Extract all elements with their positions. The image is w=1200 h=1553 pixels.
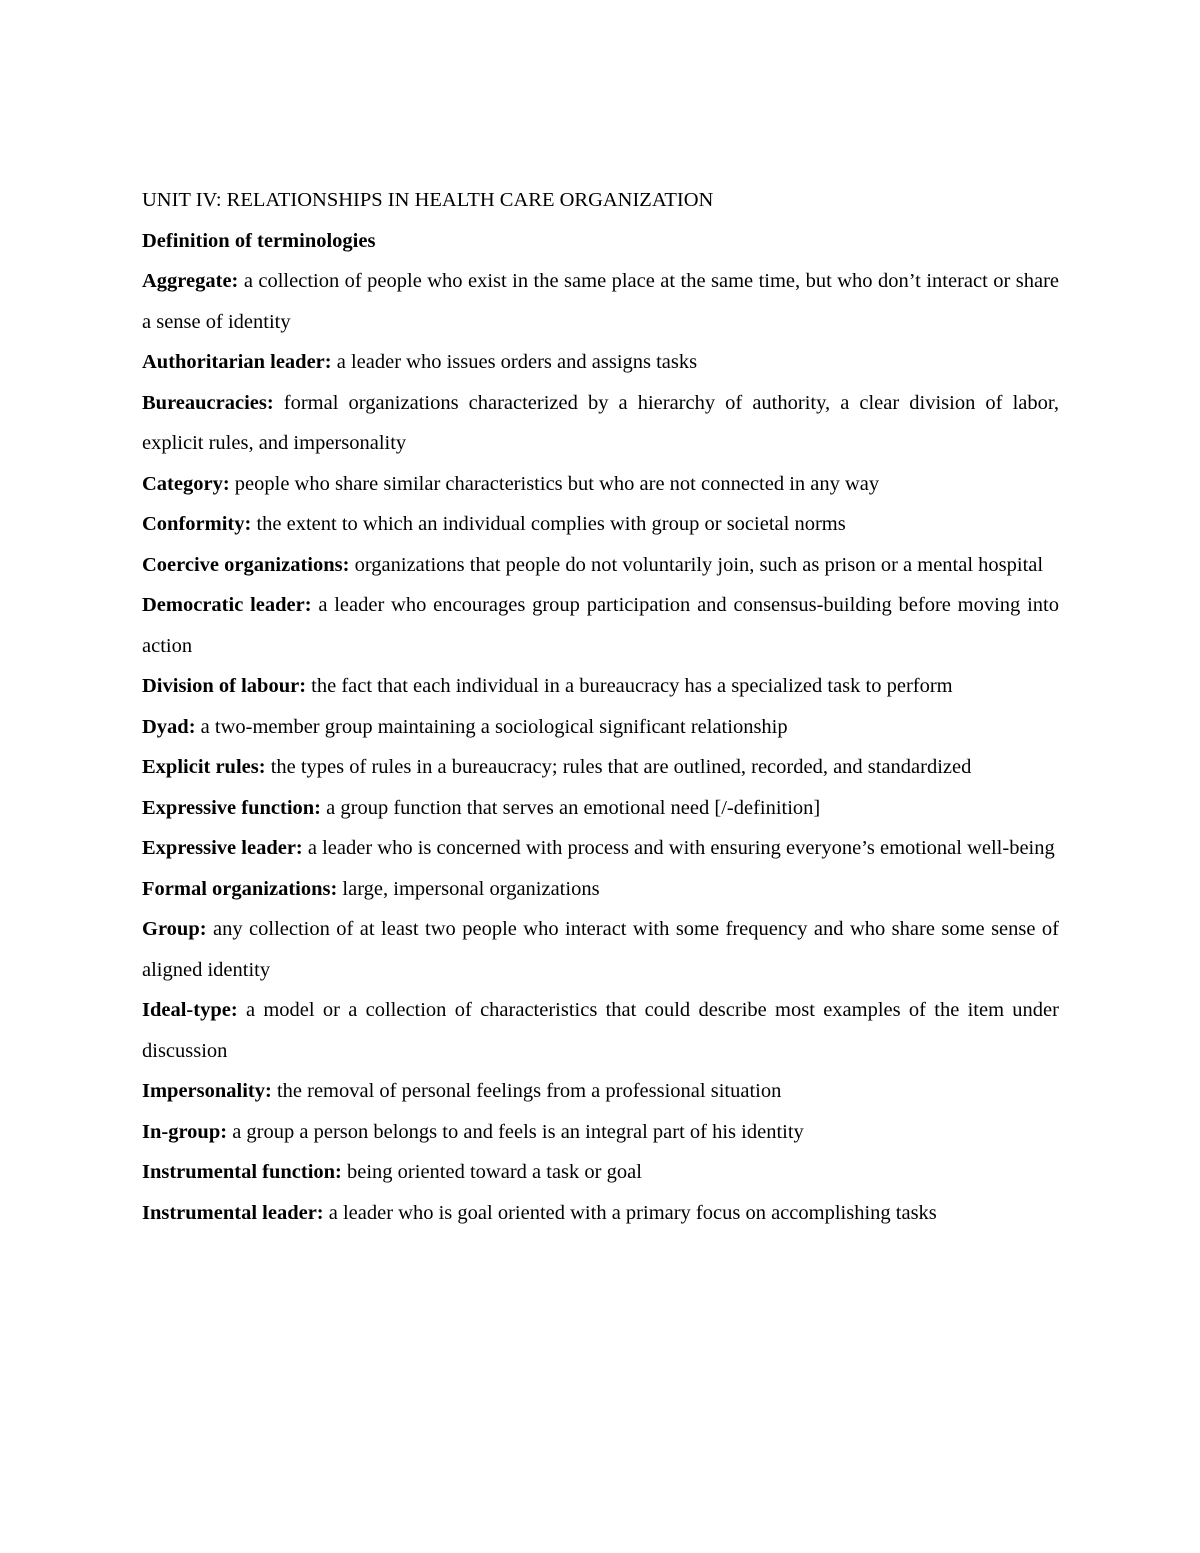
definition-term: Aggregate: (142, 270, 239, 292)
definition-entry (142, 747, 1059, 788)
definition-text: the fact that each individual in a bureaucracy has a specialized task to perform (306, 675, 953, 697)
definition-entry (142, 788, 1059, 829)
definition-term: Bureaucracies: (142, 391, 274, 414)
definition-term: Impersonality: (142, 1080, 272, 1102)
definition-text: organizations that people do not voluntarily join, such as prison or a mental hospital (349, 553, 1044, 576)
definition-text: formal organizations characterized by a hierarchy of authority, a clear division of labor, explicit rules, and impersonality (142, 391, 1059, 454)
definition-term: Expressive function: (142, 796, 322, 819)
definition-text: a model or a collection of characteristics that could describe most examples of the item under discussion (142, 999, 1059, 1062)
definition-text: large, impersonal organizations (337, 877, 600, 900)
definition-term: Instrumental function: (142, 1161, 342, 1183)
definition-text: a leader who encourages group participation and consensus-building before moving into action (142, 594, 1059, 657)
definition-term: Instrumental leader: (142, 1201, 324, 1224)
definition-text: the types of rules in a bureaucracy; rules that are outlined, recorded, and standardized (265, 756, 972, 778)
definition-text: a group function that serves an emotional need [/-definition] (321, 796, 821, 819)
definition-entry (142, 990, 1059, 1071)
definition-text: people who share similar characteristics but who are not connected in any way (229, 472, 880, 495)
definitions-list (142, 261, 1059, 1233)
definition-text: a leader who is concerned with process and with ensuring everyone’s emotional well-being (302, 837, 1055, 859)
definition-entry (142, 383, 1059, 464)
definition-text: a group a person belongs to and feels is an integral part of his identity (227, 1120, 804, 1143)
definition-entry (142, 828, 1059, 869)
definition-text: a leader who is goal oriented with a primary focus on accomplishing tasks (323, 1201, 937, 1224)
definition-entry (142, 707, 1059, 748)
definition-text: a collection of people who exist in the same place at the same time, but who don’t interact or share a sense of identity (142, 270, 1059, 333)
definition-term: Expressive leader: (142, 837, 303, 859)
definition-entry (142, 504, 1059, 545)
definition-entry (142, 464, 1059, 505)
definition-term: Dyad: (142, 715, 196, 738)
definition-text: a two-member group maintaining a sociological significant relationship (195, 715, 788, 738)
definition-term: Democratic leader: (142, 594, 312, 616)
definition-term: Explicit rules: (142, 756, 266, 778)
definition-text: the extent to which an individual complies with group or societal norms (251, 513, 846, 535)
definition-term: Coercive organizations: (142, 553, 350, 576)
definition-text: being oriented toward a task or goal (341, 1161, 642, 1183)
definition-entry (142, 1112, 1059, 1153)
definition-term: Conformity: (142, 513, 252, 535)
unit-title: UNIT IV: RELATIONSHIPS IN HEALTH CARE ORGANIZATION (142, 189, 714, 211)
definition-text: the removal of personal feelings from a professional situation (271, 1080, 782, 1102)
definition-entry (142, 261, 1059, 342)
definition-text: any collection of at least two people who interact with some frequency and who share some sense of aligned identity (142, 918, 1059, 981)
definition-entry (142, 342, 1059, 383)
definition-entry (142, 545, 1059, 586)
definition-term: Ideal-type: (142, 999, 238, 1021)
definition-entry (142, 585, 1059, 666)
definition-term: Formal organizations: (142, 877, 338, 900)
definition-entry (142, 869, 1059, 910)
definition-entry (142, 909, 1059, 990)
document-content (142, 180, 1059, 1233)
definition-entry (142, 666, 1059, 707)
definition-term: Authoritarian leader: (142, 351, 332, 373)
section-subtitle: Definition of terminologies (142, 229, 376, 252)
definition-term: Group: (142, 918, 207, 940)
definition-entry (142, 1071, 1059, 1112)
definition-text: a leader who issues orders and assigns tasks (331, 351, 698, 373)
definition-term: In-group: (142, 1120, 228, 1143)
definition-term: Division of labour: (142, 675, 307, 697)
definition-term: Category: (142, 472, 230, 495)
definition-entry (142, 1193, 1059, 1234)
definition-entry (142, 1152, 1059, 1193)
